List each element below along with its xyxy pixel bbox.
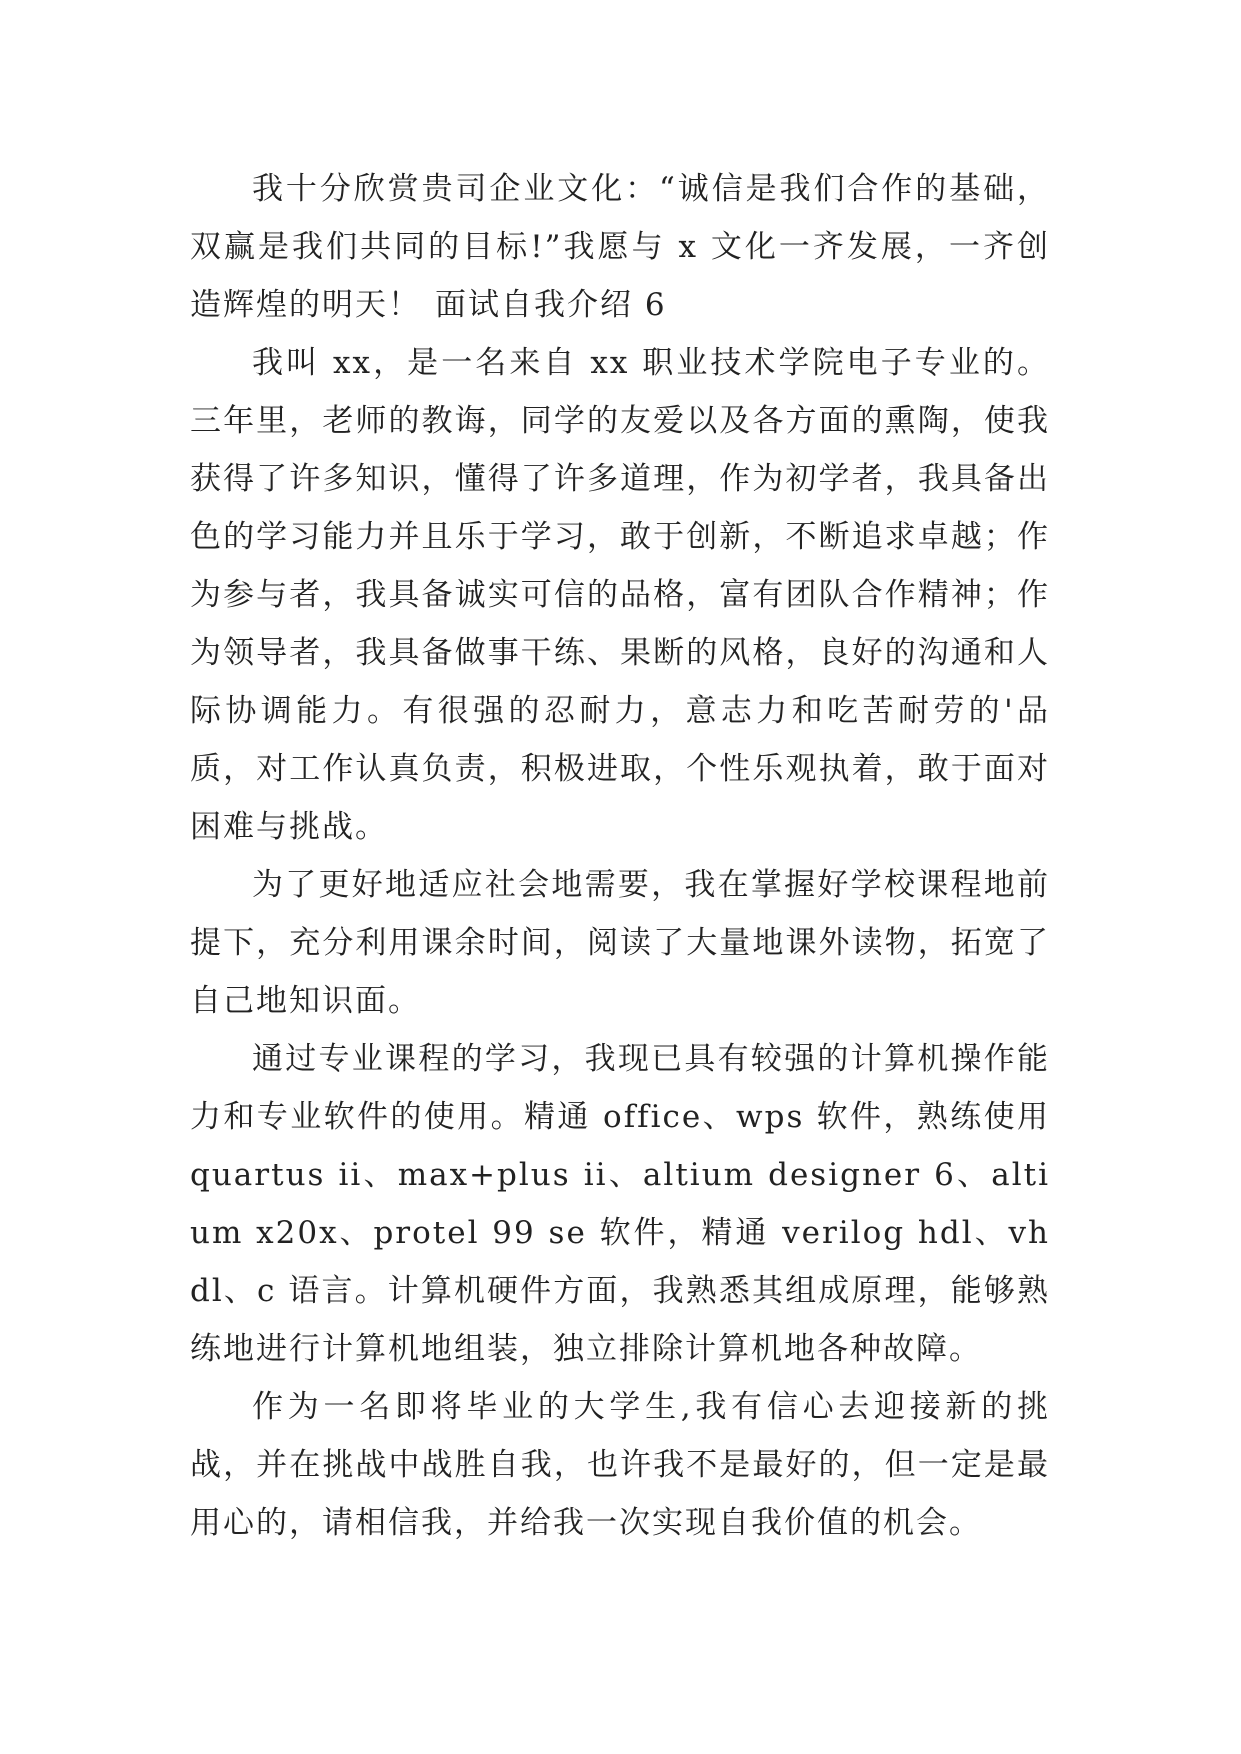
paragraph-computer-skills: 通过专业课程的学习，我现已具有较强的计算机操作能力和专业软件的使用。精通 office、wps 软件，熟练使用 quartus ii、max+plus ii、altium designer 6、altium x20x、protel 99 se 软件，精通 verilog hdl、vhdl、c 语言。计算机硬件方面，我熟悉其组成原理，能够熟练地进行计算机地组装，独立排除计算机地各种故障。 — [190, 1041, 1050, 1367]
paragraph-company-culture — [190, 160, 1050, 334]
paragraph-study-extracurricular: 为了更好地适应社会地需要，我在掌握好学校课程地前提下，充分利用课余时间，阅读了大量地课外读物，拓宽了自己地知识面。 — [190, 867, 1050, 1019]
paragraph-closing: 作为一名即将毕业的大学生,我有信心去迎接新的挑战，并在挑战中战胜自我，也许我不是最好的，但一定是最用心的，请相信我，并给我一次实现自我价值的机会。 — [190, 1389, 1050, 1541]
section-heading: 面试自我介绍 6 — [435, 287, 667, 323]
paragraph-self-introduction: 我叫 xx，是一名来自 xx 职业技术学院电子专业的。三年里，老师的教诲，同学的友爱以及各方面的熏陶，使我获得了许多知识，懂得了许多道理，作为初学者，我具备出色的学习能力并且乐于学习，敢于创新，不断追求卓越；作为参与者，我具备诚实可信的品格，富有团队合作精神；作为领导者，我具备做事干练、果断的风格，良好的沟通和人际协调能力。有很强的忍耐力，意志力和吃苦耐劳的'品质，对工作认真负责，积极进取，个性乐观执着，敢于面对困难与挑战。 — [190, 345, 1050, 845]
document-body — [190, 160, 1050, 1552]
paragraph-1-text: 我十分欣赏贵司企业文化：“诚信是我们合作的基础，双赢是我们共同的目标!”我愿与 x 文化一齐发展，一齐创造辉煌的明天！ — [190, 171, 1050, 323]
